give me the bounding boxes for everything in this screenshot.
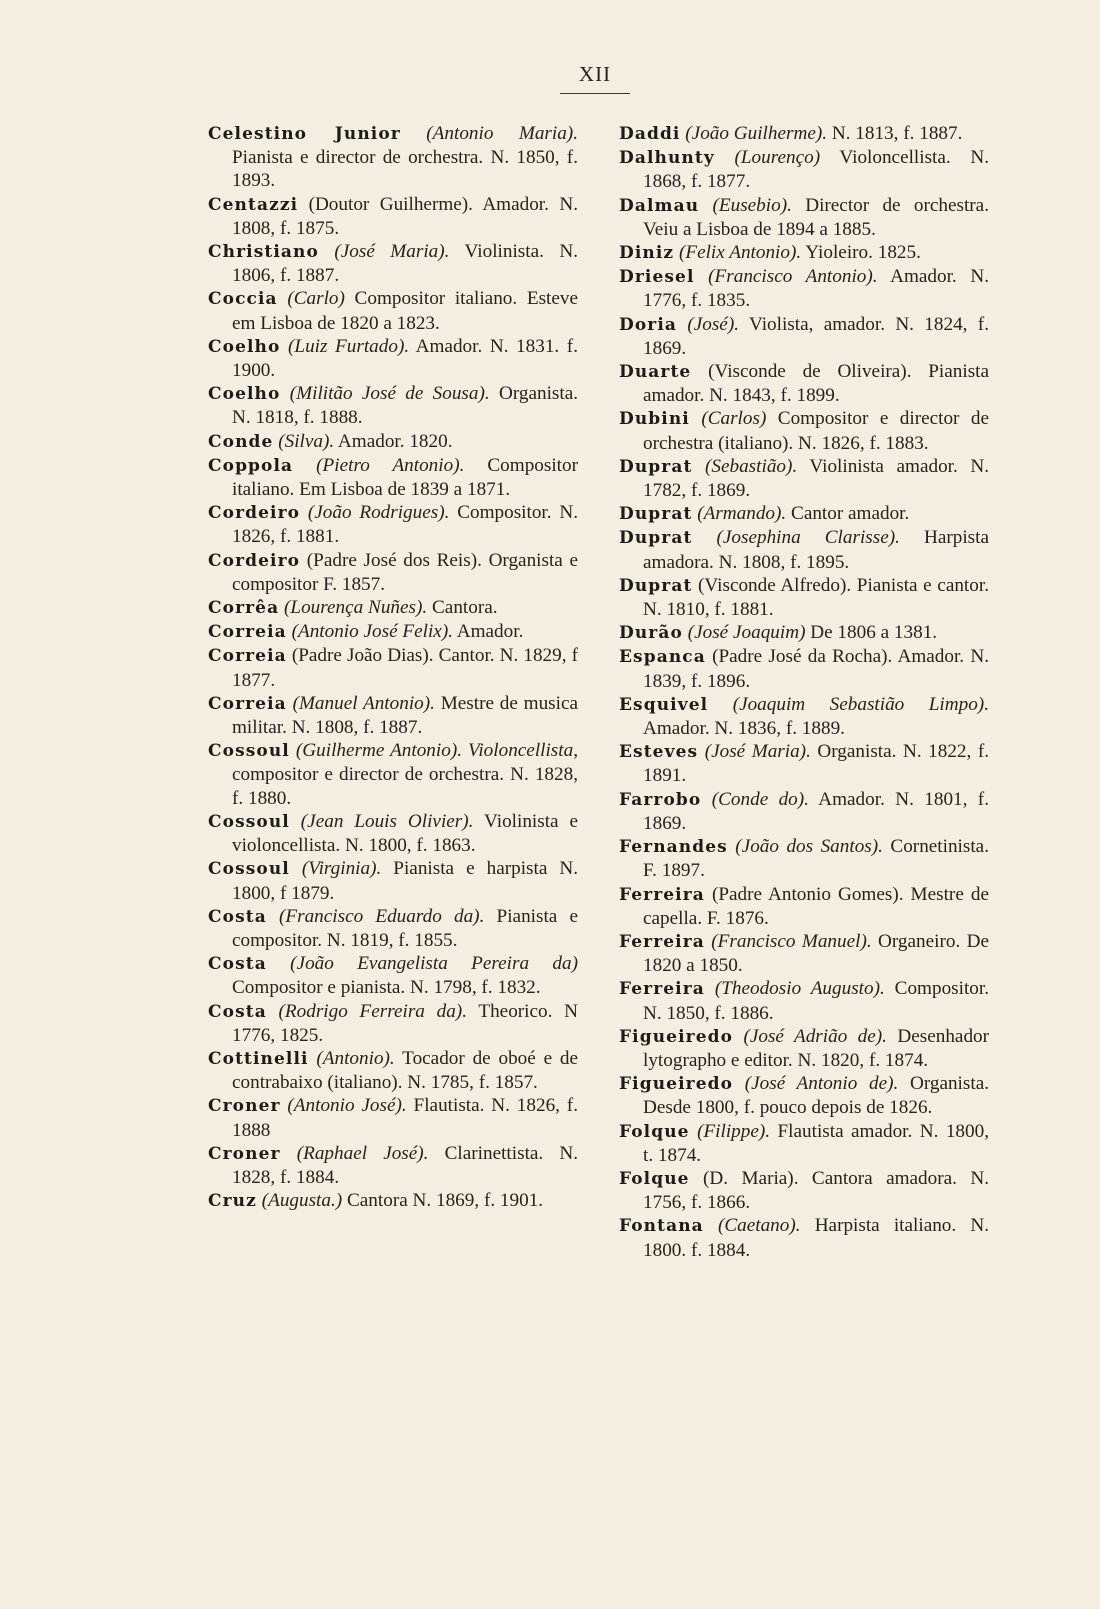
entry [208, 430, 578, 454]
entry-text: Compositor. N. 1850, f. 1886. [643, 978, 990, 1024]
entry-name: Esquivel [619, 694, 709, 715]
entry-name: Dubini [619, 409, 690, 430]
entry-text: Compositor e director de orchestra (italiano). N. 1826, f. 1883. [643, 408, 989, 454]
entry-qualifier: (Antonio José Felix). [291, 621, 454, 643]
entry [208, 549, 578, 596]
entry-qualifier: (Silva). [278, 430, 335, 452]
entry [619, 1120, 989, 1167]
entry-text: Organista. Desde 1800, f. pouco depois de 1826. [643, 1073, 990, 1119]
entry [619, 265, 989, 312]
entry-qualifier: (José Maria). [704, 741, 811, 763]
entry [208, 122, 578, 193]
entry [619, 740, 989, 787]
entry-name: Christiano [208, 242, 319, 263]
entry-name: Cruz [208, 1191, 257, 1212]
entry-qualifier: (Augusta.) [261, 1190, 343, 1212]
entry-qualifier: (Eusebio). [712, 194, 792, 216]
entry-qualifier: (Carlos) [701, 408, 767, 430]
entry-text: Amador. 1820. [334, 430, 453, 452]
entry-name: Coelho [208, 336, 281, 357]
right-column [619, 122, 989, 1262]
entry-name: Correia [208, 693, 287, 714]
entry-name: Dalhunty [619, 148, 715, 169]
entry [619, 194, 989, 241]
entry-text: Violoncellista. N. 1868, f. 1877. [643, 147, 990, 193]
entry-qualifier: (José Adrião de). [743, 1025, 887, 1047]
entry-name: Cordeiro [208, 550, 301, 571]
entry-text: Cantora N. 1869, f. 1901. [342, 1190, 544, 1212]
entry-qualifier: (Luiz Furtado). [288, 335, 410, 357]
entry-qualifier: (Felix Antonio). [678, 242, 802, 264]
entry-text: (Doutor Guilherme). Amador. N. 1808, f. 1875. [232, 193, 578, 239]
entry-text: Compositor. N. 1826, f. 1881. [232, 502, 578, 548]
entry-text: Violista, amador. N. 1824, f. 1869. [643, 313, 989, 359]
entry [619, 1025, 989, 1072]
entry-qualifier: (Pietro Antonio). [316, 454, 465, 476]
entry [619, 146, 989, 193]
entry [208, 1047, 578, 1094]
entry-text: Organista. N. 1822, f. 1891. [643, 741, 990, 787]
entry [208, 857, 578, 904]
entry-qualifier: (Antonio Maria). [426, 123, 578, 144]
entry-text: (Padre Antonio Gomes). Mestre de capella. F. 1876. [643, 883, 989, 929]
entry [208, 382, 578, 429]
entry-qualifier: (Conde do). [711, 788, 809, 810]
entry-name: Ferreira [619, 931, 705, 952]
entry [208, 501, 578, 548]
entry-name: Fontana [619, 1216, 704, 1237]
entry [208, 905, 578, 952]
entry-name: Cordeiro [208, 503, 301, 524]
entry [619, 313, 989, 360]
entry-qualifier: (Filippe). [697, 1120, 771, 1142]
entry-name: Dalmau [619, 195, 700, 216]
entry [619, 883, 989, 930]
entry-text: Amador. N. 1801, f. 1869. [643, 788, 989, 834]
entry [619, 645, 989, 692]
entry-name: Correia [208, 646, 287, 667]
entry-text: Pianista e director de orchestra. N. 1850, f. 1893. [232, 147, 578, 192]
entry-name: Coppola [208, 455, 294, 476]
entry-name: Coelho [208, 384, 281, 405]
entry-text: (Visconde Alfredo). Pianista e cantor. N. 1810, f. 1881. [643, 574, 989, 621]
entry-text: Desenhador lytographo e editor. N. 1820, f. 1874. [643, 1025, 990, 1071]
entry-qualifier: (Rodrigo Ferreira da). [278, 1000, 467, 1022]
entry-text: Organista. N. 1818, f. 1888. [232, 383, 579, 429]
entry [208, 1094, 578, 1141]
entry-qualifier: (Manuel Antonio). [292, 692, 435, 714]
entry-name: Folque [619, 1121, 690, 1142]
entry [208, 644, 578, 691]
entry-text: Theorico. N 1776, 1825. [232, 1000, 578, 1046]
entry-text: Cantor amador. [786, 503, 910, 525]
entry [208, 952, 578, 999]
entry-text: Flautista. N. 1826, f. 1888 [232, 1095, 578, 1141]
left-column [208, 122, 578, 1213]
entry-name: Durão [619, 623, 683, 644]
entry-name: Costa [208, 954, 267, 975]
entry-text: Compositor e pianista. N. 1798, f. 1832. [232, 977, 541, 999]
entry-text: (Padre José dos Reis). Organista e compositor F. 1857. [232, 549, 579, 595]
entry [208, 810, 578, 857]
entry-text: Clarinettista. N. 1828, f. 1884. [232, 1142, 579, 1188]
entry [208, 1000, 578, 1047]
entry-qualifier: (Virginia). [301, 858, 382, 880]
entry-text: Compositor italiano. Em Lisboa de 1839 a 1871. [232, 454, 579, 501]
entry-name: Figueiredo [619, 1074, 734, 1095]
entry-text: Harpista italiano. N. 1800. f. 1884. [643, 1215, 989, 1261]
entry-qualifier: (Raphael José). [296, 1142, 429, 1164]
entry-name: Daddi [619, 124, 681, 144]
entry-name: Coccia [208, 289, 278, 310]
entry-qualifier: (Armando). [697, 503, 787, 525]
entry-qualifier: (Carlo) [287, 288, 345, 310]
entry-name: Duprat [619, 528, 693, 549]
entry [208, 596, 578, 620]
entry-qualifier: (João Rodrigues). [307, 502, 450, 524]
entry-name: Croner [208, 1143, 281, 1164]
entry [208, 287, 578, 334]
entry-text: Mestre de musica militar. N. 1808, f. 1887. [232, 692, 578, 739]
entry-text: (Visconde de Oliveira). Pianista amador. N. 1843, f. 1899. [643, 361, 990, 407]
entry-qualifier: (Lourença Nuñes). [284, 597, 428, 619]
entry-qualifier: (Lourenço) [734, 147, 821, 169]
entry [619, 502, 989, 526]
entry-text: compositor e director de orchestra. N. 1828, f. 1880. [232, 764, 578, 809]
entry-qualifier: (Militão José de Sousa). [289, 383, 490, 405]
entry-name: Driesel [619, 267, 695, 288]
entry-text: Yioleiro. 1825. [801, 242, 921, 264]
entry-name: Croner [208, 1096, 281, 1117]
entry [208, 240, 578, 287]
entry-qualifier: (Josephina Clarisse). [716, 527, 900, 549]
entry-qualifier: (Caetano). [717, 1215, 801, 1237]
entry-qualifier: (Sebastião). [705, 455, 798, 477]
entry-name: Costa [208, 1001, 267, 1022]
entry-name: Conde [208, 431, 274, 452]
entry-name: Ferreira [619, 979, 705, 1000]
entry [619, 693, 989, 740]
entry [208, 1142, 578, 1189]
entry-name: Espanca [619, 647, 706, 668]
entry-name: Cossoul [208, 859, 290, 880]
entry-text: Amador. N. 1831. f. 1900. [232, 335, 578, 382]
entry-qualifier: (José). [687, 313, 740, 335]
entry-text: Violinista amador. N. 1782, f. 1869. [643, 455, 990, 502]
entry-name: Esteves [619, 742, 699, 763]
entry-qualifier: (José Maria). [334, 241, 450, 263]
entry [619, 455, 989, 502]
entry [619, 1167, 989, 1214]
entry [208, 692, 578, 739]
entry-qualifier: (Joaquim Sebastião Limpo). [732, 693, 989, 715]
entry [208, 1189, 578, 1213]
entry-text: N. 1813, f. 1887. [827, 123, 963, 144]
entry [619, 930, 989, 977]
entry-qualifier: (Jean Louis Olivier). [300, 810, 474, 832]
entry-name: Farrobo [619, 789, 702, 810]
entry [208, 620, 578, 644]
entry-qualifier: (Antonio). [316, 1047, 395, 1069]
entry [619, 835, 989, 882]
entry-qualifier: (João Evangelista Pereira da) [290, 953, 578, 975]
entry-text: Organeiro. De 1820 a 1850. [643, 930, 989, 977]
entry [619, 360, 989, 407]
entry-name: Corrêa [208, 598, 280, 619]
entry-text: Amador. N. 1836, f. 1889. [643, 718, 845, 740]
entry [619, 788, 989, 835]
entry [208, 193, 578, 240]
entry-name: Centazzi [208, 194, 299, 215]
entry [619, 574, 989, 621]
entry [619, 977, 989, 1024]
entry-text: Harpista amadora. N. 1808, f. 1895. [643, 527, 989, 573]
entry-text: Pianista e compositor. N. 1819, f. 1855. [232, 905, 579, 951]
entry [208, 454, 578, 501]
entry [619, 407, 989, 454]
entry-qualifier: (João Guilherme). [685, 123, 828, 144]
entry [619, 526, 989, 573]
entry-text: (Padre João Dias). Cantor. N. 1829, f 1877. [232, 645, 578, 691]
entry-qualifier: (Antonio José). [287, 1095, 407, 1117]
entry-text: (Padre José da Rocha). Amador. N. 1839, f. 1896. [643, 646, 989, 692]
entry-name: Costa [208, 906, 267, 927]
entry-qualifier: (Theodosio Augusto). [714, 978, 885, 1000]
entry [208, 335, 578, 382]
entry-name: Celestino Junior [208, 124, 401, 144]
entry-name: Folque [619, 1168, 690, 1189]
entry-text: Amador. N. 1776, f. 1835. [643, 266, 989, 312]
entry-name: Cossoul [208, 741, 290, 762]
entry-text: Amador. [453, 621, 524, 643]
entry [619, 122, 989, 146]
entry-text: Compositor italiano. Esteve em Lisboa de 1820 a 1823. [232, 288, 578, 334]
entry-text: Cornetinista. F. 1897. [643, 836, 989, 882]
entry-name: Duprat [619, 504, 693, 525]
entry-text: Violinista e violoncellista. N. 1800, f. 1863. [232, 810, 578, 857]
entry-text: Flautista amador. N. 1800, t. 1874. [643, 1120, 990, 1166]
entry-qualifier: (Francisco Manuel). [711, 930, 872, 952]
entry-name: Duprat [619, 575, 693, 596]
entry-name: Diniz [619, 243, 675, 264]
entry-text: Director de orchestra. Veiu a Lisboa de 1894 a 1885. [643, 194, 989, 240]
entry-text: De 1806 a 1381. [805, 622, 938, 644]
entry-text: Violinista. N. 1806, f. 1887. [232, 241, 578, 287]
entry [619, 621, 989, 645]
entry-name: Fernandes [619, 837, 728, 858]
entry-name: Correia [208, 622, 287, 643]
entry-name: Duprat [619, 456, 693, 477]
entry-name: Ferreira [619, 884, 705, 905]
entry-qualifier: (José Joaquim) [687, 622, 806, 644]
entry-qualifier: (Guilherme Antonio). Violoncellista, [295, 740, 578, 762]
entry [619, 241, 989, 265]
entry-text: Pianista e harpista N. 1800, f 1879. [232, 858, 579, 904]
entry-qualifier: (Francisco Antonio). [708, 266, 878, 288]
entry-qualifier: (João dos Santos). [735, 836, 883, 858]
entry-name: Cossoul [208, 811, 290, 832]
entry [619, 1072, 989, 1119]
entry [208, 739, 578, 810]
entry-name: Duarte [619, 362, 692, 383]
entry [619, 1214, 989, 1261]
entry-text: Cantora. [427, 597, 498, 619]
entry-text: Tocador de oboé e de contrabaixo (italiano). N. 1785, f. 1857. [232, 1047, 578, 1094]
entry-name: Doria [619, 314, 678, 335]
entry-name: Figueiredo [619, 1026, 734, 1047]
entry-text: (D. Maria). Cantora amadora. N. 1756, f. 1866. [643, 1167, 989, 1214]
entry-qualifier: (José Antonio de). [744, 1073, 899, 1095]
entry-name: Cottinelli [208, 1048, 309, 1069]
entry-qualifier: (Francisco Eduardo da). [279, 905, 485, 927]
page-number: XII [560, 62, 630, 94]
